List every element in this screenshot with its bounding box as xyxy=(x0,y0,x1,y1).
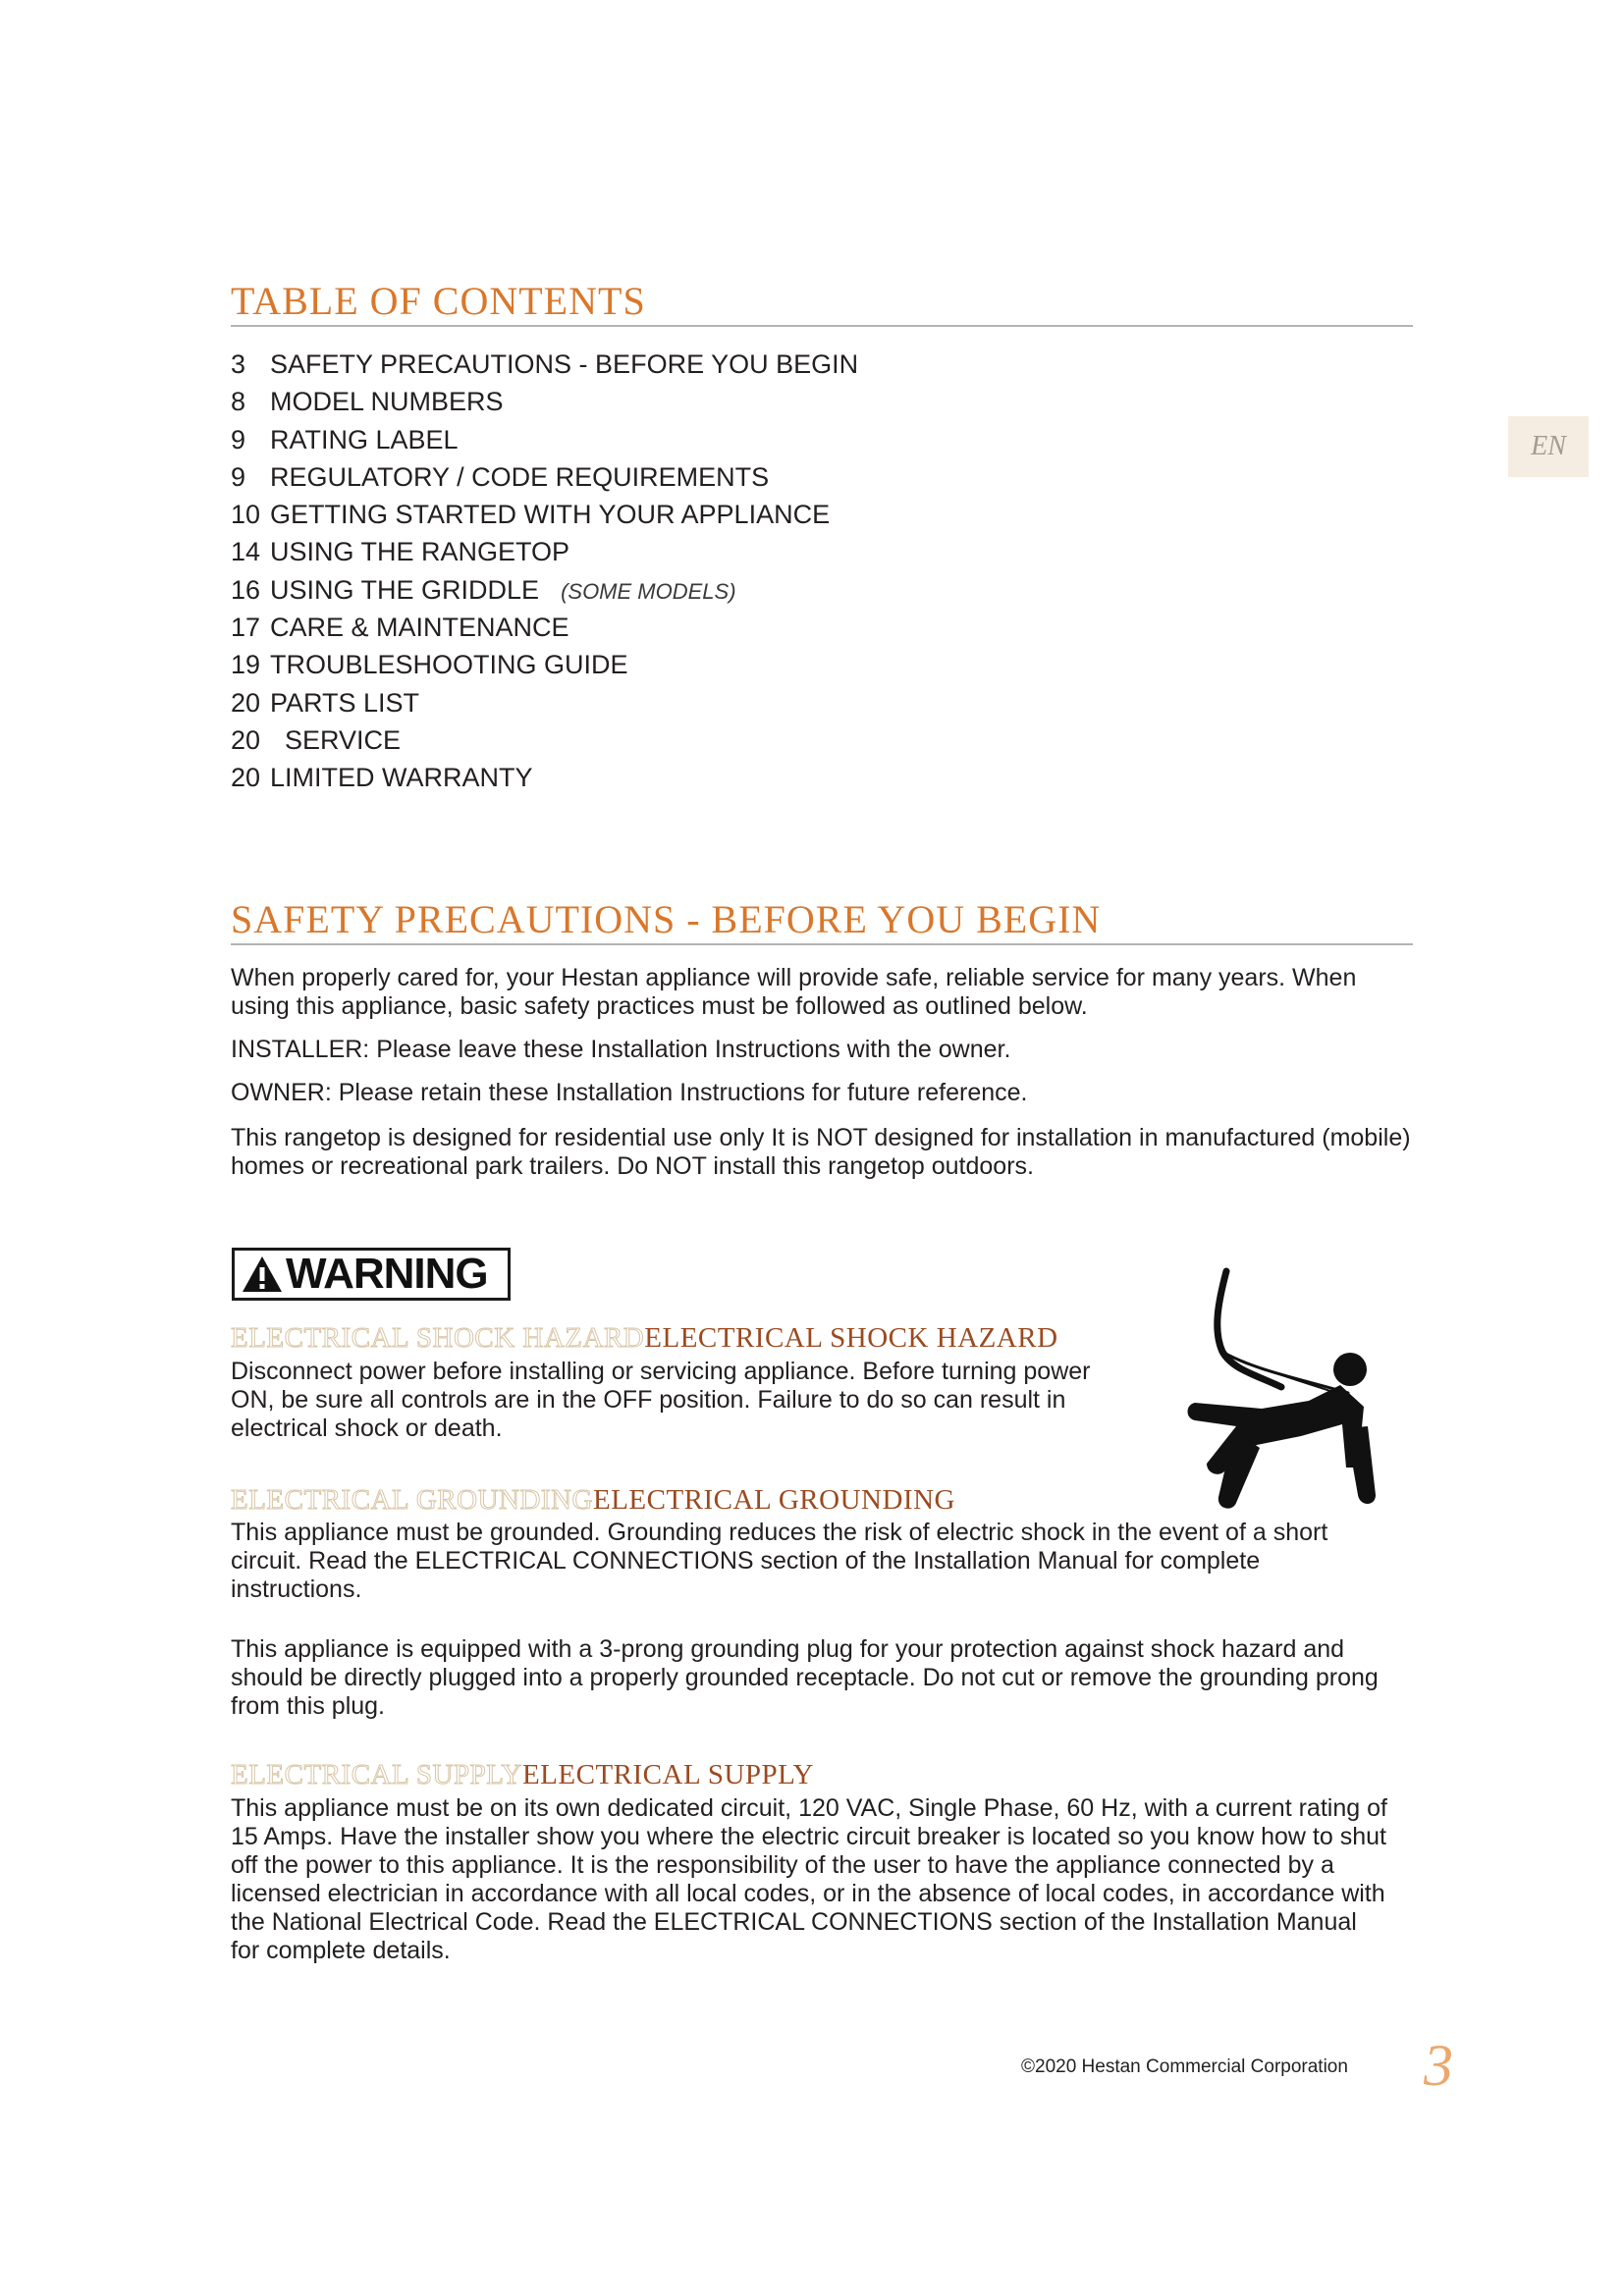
toc-item[interactable] xyxy=(231,458,858,496)
toc-label: REGULATORY / CODE REQUIREMENTS xyxy=(270,461,770,492)
toc-item[interactable] xyxy=(231,684,858,721)
grounding-text: This appliance must be grounded. Grounding reduces the risk of electric shock in the event of a short circuit. Read the ELECTRICAL CONNECTIONS section of the Installation Manual for complete instructions. xyxy=(231,1519,1328,1603)
supply-heading-outline: ELECTRICAL SUPPLY xyxy=(231,1759,522,1790)
toc-label: CARE & MAINTENANCE xyxy=(270,613,569,643)
toc-label: USING THE GRIDDLE xyxy=(270,574,540,605)
footer-copyright: ©2020 Hestan Commercial Corporation xyxy=(1021,2056,1348,2077)
toc-item[interactable] xyxy=(231,609,858,646)
toc-label: PARTS LIST xyxy=(270,687,420,718)
toc-page-number: 3 xyxy=(231,349,246,379)
toc-label: USING THE RANGETOP xyxy=(270,537,570,567)
toc-page-number: 20 xyxy=(231,763,261,793)
supply-text: This appliance must be on its own dedicated circuit, 120 VAC, Single Phase, 60 Hz, with a current rating of 15 Amps. Have the installer show you where the electric circuit breaker is located so you know how to shut off the power to this appliance. It is the responsibility of the user to have the appliance connected by a licensed electrician in accordance with all local codes, or in the absence of local codes, in accordance with the National Electrical Code. Read the ELECTRICAL CONNECTIONS section of the Installation Manual for complete details. xyxy=(231,1794,1387,1964)
owner-note: OWNER: Please retain these Installation Instructions for future reference. xyxy=(231,1079,1028,1106)
toc-item[interactable] xyxy=(231,496,858,533)
toc-item[interactable] xyxy=(231,383,858,420)
toc-label: TROUBLESHOOTING GUIDE xyxy=(270,650,628,680)
supply-heading xyxy=(231,1758,814,1791)
toc-label: LIMITED WARRANTY xyxy=(270,763,533,793)
warning-label xyxy=(232,1248,511,1301)
grounding-heading-text: ELECTRICAL GROUNDING xyxy=(592,1484,955,1516)
toc-page-number: 16 xyxy=(231,574,261,605)
toc-note: (SOME MODELS) xyxy=(561,578,736,604)
rangetop-use-note: This rangetop is designed for residential use only It is NOT designed for installation in manufactured (mobile) homes or recreational park trailers. Do NOT install this rangetop outdoors. xyxy=(231,1124,1411,1180)
toc-title: TABLE OF CONTENTS xyxy=(231,280,1413,327)
toc-page-number: 9 xyxy=(231,461,246,492)
warning-text: WARNING xyxy=(286,1250,488,1298)
supply-heading-text: ELECTRICAL SUPPLY xyxy=(521,1759,814,1790)
warning-triangle-icon xyxy=(241,1255,284,1294)
toc-label: SERVICE xyxy=(285,724,402,755)
toc-page-number: 10 xyxy=(231,500,261,530)
toc-label: SAFETY PRECAUTIONS - BEFORE YOU BEGIN xyxy=(270,349,859,379)
toc-page-number: 20 xyxy=(231,687,261,718)
toc-page-number: 9 xyxy=(231,424,246,454)
shock-hazard-text: Disconnect power before installing or servicing appliance. Before turning power ON, be sure all controls are in the OFF position. Failure to do so can result in electrical shock or death. xyxy=(231,1358,1091,1442)
toc-label: RATING LABEL xyxy=(270,424,459,454)
installer-note: INSTALLER: Please leave these Installation Instructions with the owner. xyxy=(231,1036,1011,1063)
shock-hazard-heading-text: ELECTRICAL SHOCK HAZARD xyxy=(644,1322,1058,1354)
toc-label: GETTING STARTED WITH YOUR APPLIANCE xyxy=(270,500,831,530)
toc-page-number: 20 xyxy=(231,724,261,755)
shock-hazard-heading xyxy=(231,1321,1058,1355)
toc-page-number: 19 xyxy=(231,650,261,680)
toc-item[interactable] xyxy=(231,421,858,458)
shock-hazard-heading-outline: ELECTRICAL SHOCK HAZARD xyxy=(231,1322,645,1354)
page-number: 3 xyxy=(1424,2033,1453,2098)
toc-list xyxy=(231,346,858,797)
safety-intro: When properly cared for, your Hestan appliance will provide safe, reliable service for many years. When using this appliance, basic safety practices must be followed as outlined below. xyxy=(231,964,1357,1020)
toc-item[interactable] xyxy=(231,571,858,609)
toc-page-number: 17 xyxy=(231,613,261,643)
grounding-heading-outline: ELECTRICAL GROUNDING xyxy=(231,1484,593,1516)
safety-title: SAFETY PRECAUTIONS - BEFORE YOU BEGIN xyxy=(231,898,1413,945)
toc-page-number: 8 xyxy=(231,387,246,417)
grounding-plug-text: This appliance is equipped with a 3-prong grounding plug for your protection against shock hazard and should be directly plugged into a properly grounded receptacle. Do not cut or remove the grounding prong from this plug. xyxy=(231,1635,1379,1720)
toc-item[interactable] xyxy=(231,533,858,570)
toc-item[interactable] xyxy=(231,346,858,383)
electrical-shock-icon xyxy=(1183,1261,1380,1517)
toc-item[interactable] xyxy=(231,759,858,796)
toc-item[interactable] xyxy=(231,646,858,683)
toc-page-number: 14 xyxy=(231,537,261,567)
toc-item[interactable] xyxy=(231,721,858,759)
toc-label: MODEL NUMBERS xyxy=(270,387,504,417)
grounding-heading xyxy=(231,1483,955,1517)
language-tab[interactable]: EN xyxy=(1508,416,1589,477)
